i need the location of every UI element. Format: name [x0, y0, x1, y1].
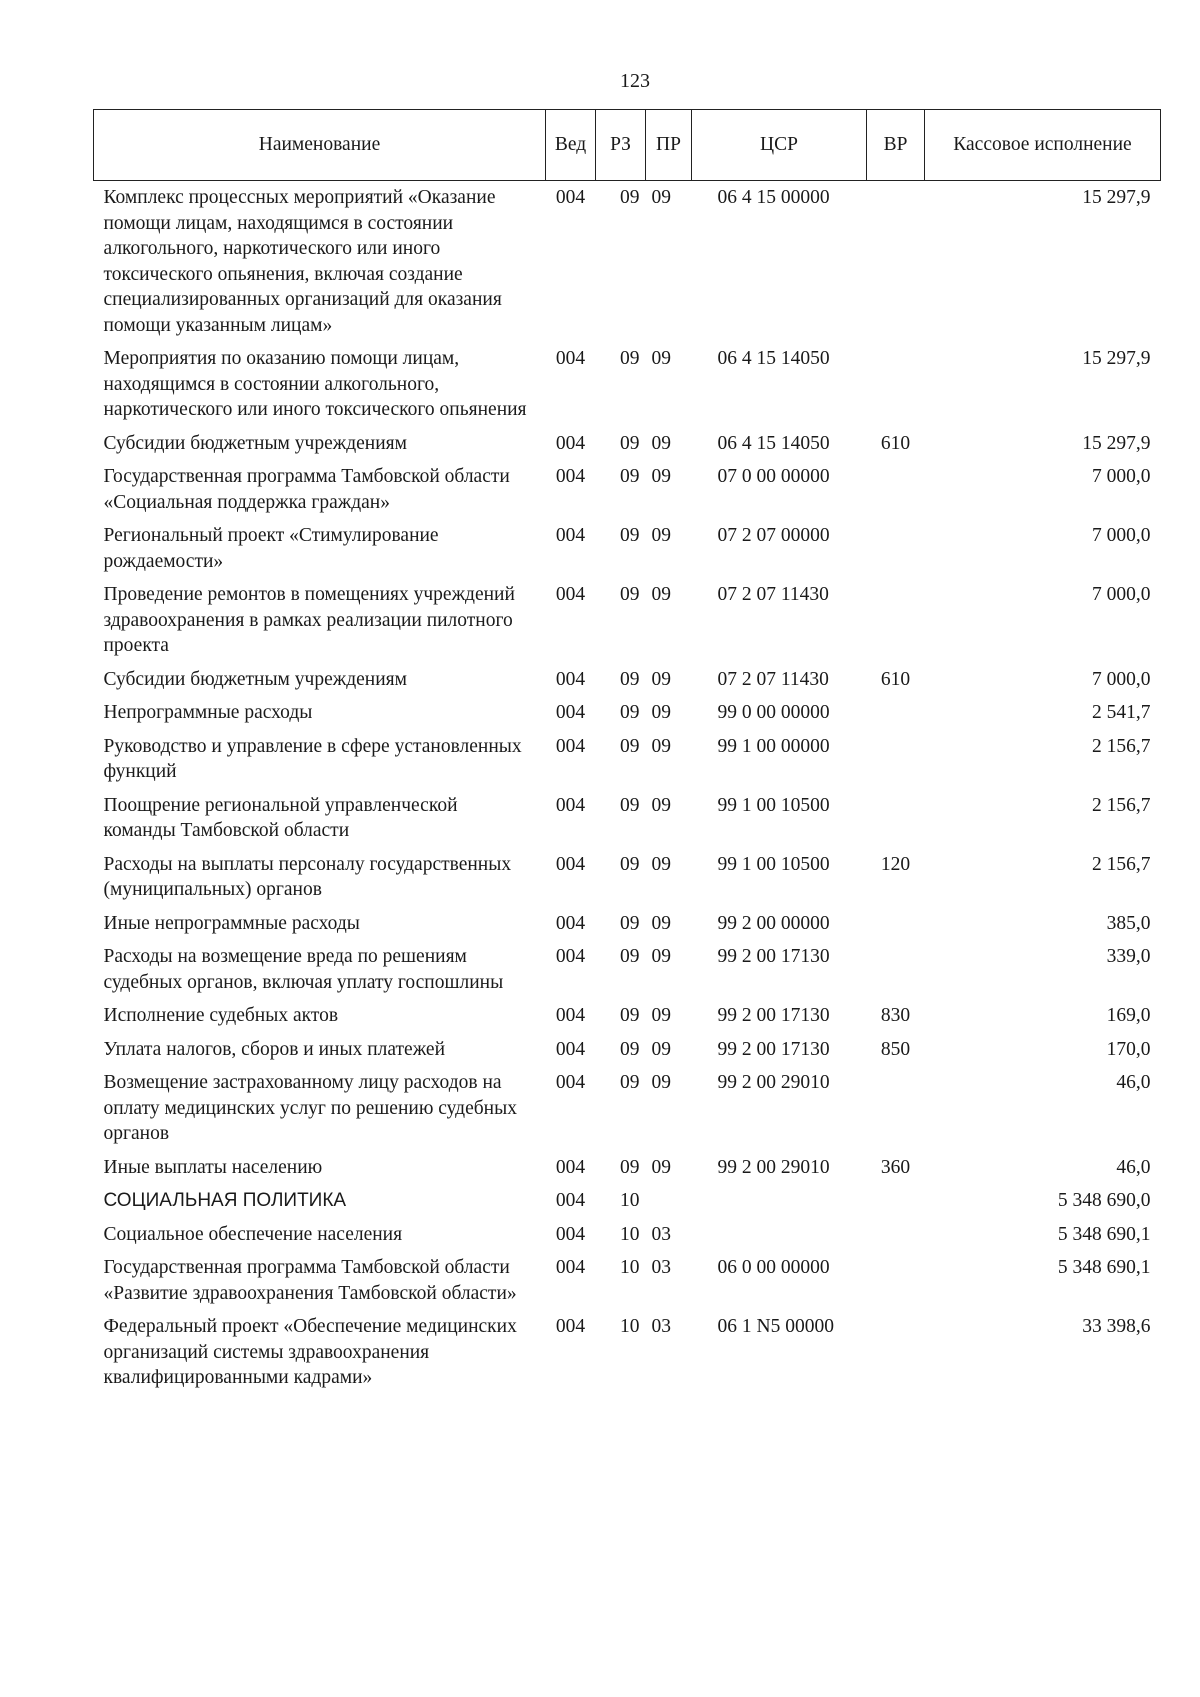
- row-csr: 06 1 N5 00000: [717, 1316, 834, 1337]
- row-pr: 03: [651, 1257, 671, 1278]
- row-ved: 004: [555, 1072, 586, 1093]
- row-rz: 09: [620, 466, 640, 487]
- row-vr: [867, 1218, 925, 1252]
- table-body: [94, 181, 1161, 1395]
- row-pr: 09: [651, 1005, 671, 1026]
- row-csr: 06 4 15 00000: [717, 187, 830, 208]
- table-row: [94, 663, 1161, 697]
- row-name: Поощрение региональной управленческой команды Тамбовской области: [103, 794, 458, 841]
- table-row: [94, 696, 1161, 730]
- row-csr: 99 0 00 00000: [717, 702, 830, 723]
- row-vr: [867, 519, 925, 578]
- row-name: Социальное обеспечение населения: [103, 1223, 403, 1245]
- row-pr: 09: [651, 853, 671, 875]
- row-ved: 004: [555, 466, 586, 487]
- row-vr: 610: [880, 668, 911, 690]
- row-ved: 004: [555, 702, 586, 723]
- row-amount: 2 541,7: [1092, 702, 1151, 723]
- row-pr: 09: [651, 1072, 671, 1093]
- row-vr: [867, 460, 925, 519]
- row-pr: 09: [651, 668, 671, 690]
- row-rz: 09: [620, 794, 640, 816]
- row-name: Возмещение застрахованному лицу расходов на оплату медицинских услуг по решению судебных органов: [103, 1072, 517, 1144]
- row-name: Непрограммные расходы: [103, 702, 313, 723]
- row-amount: 5 348 690,0: [1057, 1190, 1151, 1211]
- table-row: [94, 460, 1161, 519]
- row-ved: 004: [555, 1190, 586, 1211]
- row-csr: 99 1 00 00000: [717, 735, 830, 757]
- row-rz: 09: [620, 735, 640, 757]
- row-csr: 99 2 00 00000: [717, 912, 830, 934]
- row-csr: 99 1 00 10500: [717, 794, 830, 816]
- table-row: [94, 1151, 1161, 1185]
- row-vr: [867, 342, 925, 427]
- row-pr: [646, 1184, 692, 1218]
- row-rz: 09: [620, 1156, 640, 1178]
- row-vr: 360: [880, 1156, 911, 1178]
- row-csr: 07 2 07 11430: [717, 584, 829, 605]
- table-header-row: [94, 110, 1161, 181]
- row-rz: 09: [620, 912, 640, 934]
- table-row: [94, 1251, 1161, 1310]
- row-ved: 004: [555, 668, 586, 690]
- row-amount: 339,0: [1106, 946, 1151, 967]
- row-csr: 99 1 00 10500: [717, 853, 830, 875]
- row-vr: [867, 1066, 925, 1151]
- table-row: [94, 999, 1161, 1033]
- row-amount: 7 000,0: [1092, 668, 1151, 690]
- row-vr: 830: [880, 1005, 911, 1026]
- table-row: [94, 1033, 1161, 1067]
- row-amount: 7 000,0: [1092, 466, 1151, 487]
- row-name: Государственная программа Тамбовской области «Социальная поддержка граждан»: [103, 466, 510, 513]
- table-row: [94, 578, 1161, 663]
- row-pr: 09: [651, 794, 671, 816]
- row-ved: 004: [555, 946, 586, 967]
- table-row: [94, 940, 1161, 999]
- row-ved: 004: [555, 584, 586, 605]
- row-pr: 09: [651, 348, 671, 369]
- table-row: [94, 342, 1161, 427]
- row-ved: 004: [555, 1156, 586, 1178]
- table-row: [94, 1310, 1161, 1395]
- row-vr: 850: [880, 1038, 911, 1060]
- row-vr: [867, 1251, 925, 1310]
- row-csr: 99 2 00 29010: [717, 1156, 830, 1178]
- row-amount: 170,0: [1106, 1038, 1151, 1060]
- header-pr: ПР: [646, 110, 692, 181]
- row-amount: 169,0: [1106, 1005, 1151, 1026]
- row-pr: 09: [651, 466, 671, 487]
- row-ved: 004: [555, 853, 586, 875]
- row-pr: 09: [651, 735, 671, 757]
- row-csr: 06 0 00 00000: [717, 1257, 830, 1278]
- row-name: Иные непрограммные расходы: [103, 912, 360, 934]
- header-name: Наименование: [94, 110, 546, 181]
- table-row: [94, 848, 1161, 907]
- row-name: СОЦИАЛЬНАЯ ПОЛИТИКА: [103, 1190, 347, 1211]
- row-name: Федеральный проект «Обеспечение медицинских организаций системы здравоохранения квалифицированными кадрами»: [103, 1316, 517, 1388]
- row-amount: 7 000,0: [1092, 525, 1151, 546]
- row-vr: [867, 1310, 925, 1395]
- row-rz: 09: [620, 1038, 640, 1060]
- row-vr: [867, 730, 925, 789]
- row-vr: 610: [880, 432, 911, 454]
- row-vr: [867, 907, 925, 941]
- row-pr: 03: [651, 1223, 671, 1245]
- row-name: Мероприятия по оказанию помощи лицам, находящимся в состоянии алкогольного, наркотического или иного токсического опьянения: [103, 348, 527, 420]
- row-vr: [867, 696, 925, 730]
- row-pr: 09: [651, 187, 671, 208]
- row-amount: 15 297,9: [1082, 348, 1151, 369]
- row-amount: 5 348 690,1: [1057, 1223, 1151, 1245]
- row-pr: 09: [651, 1156, 671, 1178]
- budget-table: [93, 109, 1161, 1395]
- row-name: Региональный проект «Стимулирование рождаемости»: [103, 525, 439, 572]
- row-ved: 004: [555, 348, 586, 369]
- row-vr: [867, 940, 925, 999]
- row-csr: 06 4 15 14050: [717, 432, 830, 454]
- table-row: [94, 907, 1161, 941]
- row-ved: 004: [555, 1223, 586, 1245]
- row-amount: 7 000,0: [1092, 584, 1151, 605]
- row-pr: 09: [651, 946, 671, 967]
- row-rz: 09: [620, 702, 640, 723]
- row-ved: 004: [555, 1257, 586, 1278]
- row-name: Исполнение судебных актов: [103, 1005, 339, 1026]
- row-name: Расходы на возмещение вреда по решениям судебных органов, включая уплату госпошлины: [103, 946, 504, 993]
- row-ved: 004: [555, 432, 586, 454]
- row-rz: 09: [620, 584, 640, 605]
- row-rz: 09: [620, 853, 640, 875]
- table-row: [94, 1218, 1161, 1252]
- row-pr: 09: [651, 912, 671, 934]
- row-amount: 15 297,9: [1082, 187, 1151, 208]
- row-ved: 004: [555, 1316, 586, 1337]
- row-amount: 385,0: [1106, 912, 1151, 934]
- row-amount: 2 156,7: [1092, 794, 1151, 816]
- row-csr: 06 4 15 14050: [717, 348, 830, 369]
- row-name: Субсидии бюджетным учреждениям: [103, 668, 407, 690]
- row-rz: 09: [620, 432, 640, 454]
- table-row: [94, 1066, 1161, 1151]
- row-pr: 03: [651, 1316, 671, 1337]
- row-vr: 120: [880, 853, 911, 875]
- row-ved: 004: [555, 735, 586, 757]
- row-name: Уплата налогов, сборов и иных платежей: [103, 1038, 446, 1060]
- row-ved: 004: [555, 1038, 586, 1060]
- row-rz: 10: [620, 1316, 640, 1337]
- row-amount: 46,0: [1116, 1072, 1151, 1093]
- table-row: [94, 519, 1161, 578]
- row-pr: 09: [651, 702, 671, 723]
- row-csr: 07 2 07 11430: [717, 668, 829, 690]
- row-vr: [867, 181, 925, 343]
- table-row: [94, 427, 1161, 461]
- row-ved: 004: [555, 187, 586, 208]
- row-name: Субсидии бюджетным учреждениям: [103, 432, 407, 454]
- row-name: Иные выплаты населению: [103, 1156, 323, 1178]
- row-csr: [692, 1218, 867, 1252]
- row-name: Государственная программа Тамбовской области «Развитие здравоохранения Тамбовской области»: [103, 1257, 517, 1304]
- row-csr: 07 0 00 00000: [717, 466, 830, 487]
- row-pr: 09: [651, 1038, 671, 1060]
- row-amount: 15 297,9: [1082, 432, 1151, 454]
- section-row: [94, 1184, 1161, 1218]
- row-csr: 07 2 07 00000: [717, 525, 830, 546]
- row-amount: 5 348 690,1: [1057, 1257, 1151, 1278]
- row-amount: 2 156,7: [1092, 735, 1151, 757]
- header-rz: РЗ: [596, 110, 646, 181]
- row-csr: 99 2 00 17130: [717, 1005, 830, 1026]
- row-rz: 09: [620, 668, 640, 690]
- header-ved: Вед: [546, 110, 596, 181]
- row-rz: 10: [620, 1223, 640, 1245]
- row-ved: 004: [555, 525, 586, 546]
- row-ved: 004: [555, 1005, 586, 1026]
- row-pr: 09: [651, 432, 671, 454]
- row-rz: 09: [620, 187, 640, 208]
- row-rz: 09: [620, 1072, 640, 1093]
- table-row: [94, 181, 1161, 343]
- row-pr: 09: [651, 525, 671, 546]
- row-rz: 09: [620, 1005, 640, 1026]
- row-rz: 09: [620, 946, 640, 967]
- row-vr: [867, 1184, 925, 1218]
- row-vr: [867, 578, 925, 663]
- row-rz: 10: [620, 1190, 640, 1211]
- row-vr: [867, 789, 925, 848]
- row-amount: 46,0: [1116, 1156, 1151, 1178]
- row-csr: 99 2 00 17130: [717, 1038, 830, 1060]
- row-rz: 09: [620, 525, 640, 546]
- header-amount: Кассовое исполнение: [925, 110, 1161, 181]
- page-number: 123: [620, 70, 650, 92]
- row-amount: 2 156,7: [1092, 853, 1151, 875]
- row-rz: 09: [620, 348, 640, 369]
- row-csr: [692, 1184, 867, 1218]
- row-csr: 99 2 00 17130: [717, 946, 830, 967]
- row-rz: 10: [620, 1257, 640, 1278]
- header-csr: ЦСР: [692, 110, 867, 181]
- header-vr: ВР: [867, 110, 925, 181]
- row-amount: 33 398,6: [1082, 1316, 1151, 1337]
- row-name: Руководство и управление в сфере установленных функций: [103, 735, 522, 782]
- row-pr: 09: [651, 584, 671, 605]
- row-ved: 004: [555, 912, 586, 934]
- row-csr: 99 2 00 29010: [717, 1072, 830, 1093]
- table-row: [94, 730, 1161, 789]
- row-ved: 004: [555, 794, 586, 816]
- row-name: Проведение ремонтов в помещениях учреждений здравоохранения в рамках реализации пилотного проекта: [103, 584, 515, 656]
- row-name: Комплекс процессных мероприятий «Оказание помощи лицам, находящимся в состоянии алкогольного, наркотического или иного токсического опьянения, включая создание специализированных организаций для оказания помощи указанным лицам»: [103, 187, 502, 336]
- row-name: Расходы на выплаты персоналу государственных (муниципальных) органов: [103, 853, 512, 900]
- table-row: [94, 789, 1161, 848]
